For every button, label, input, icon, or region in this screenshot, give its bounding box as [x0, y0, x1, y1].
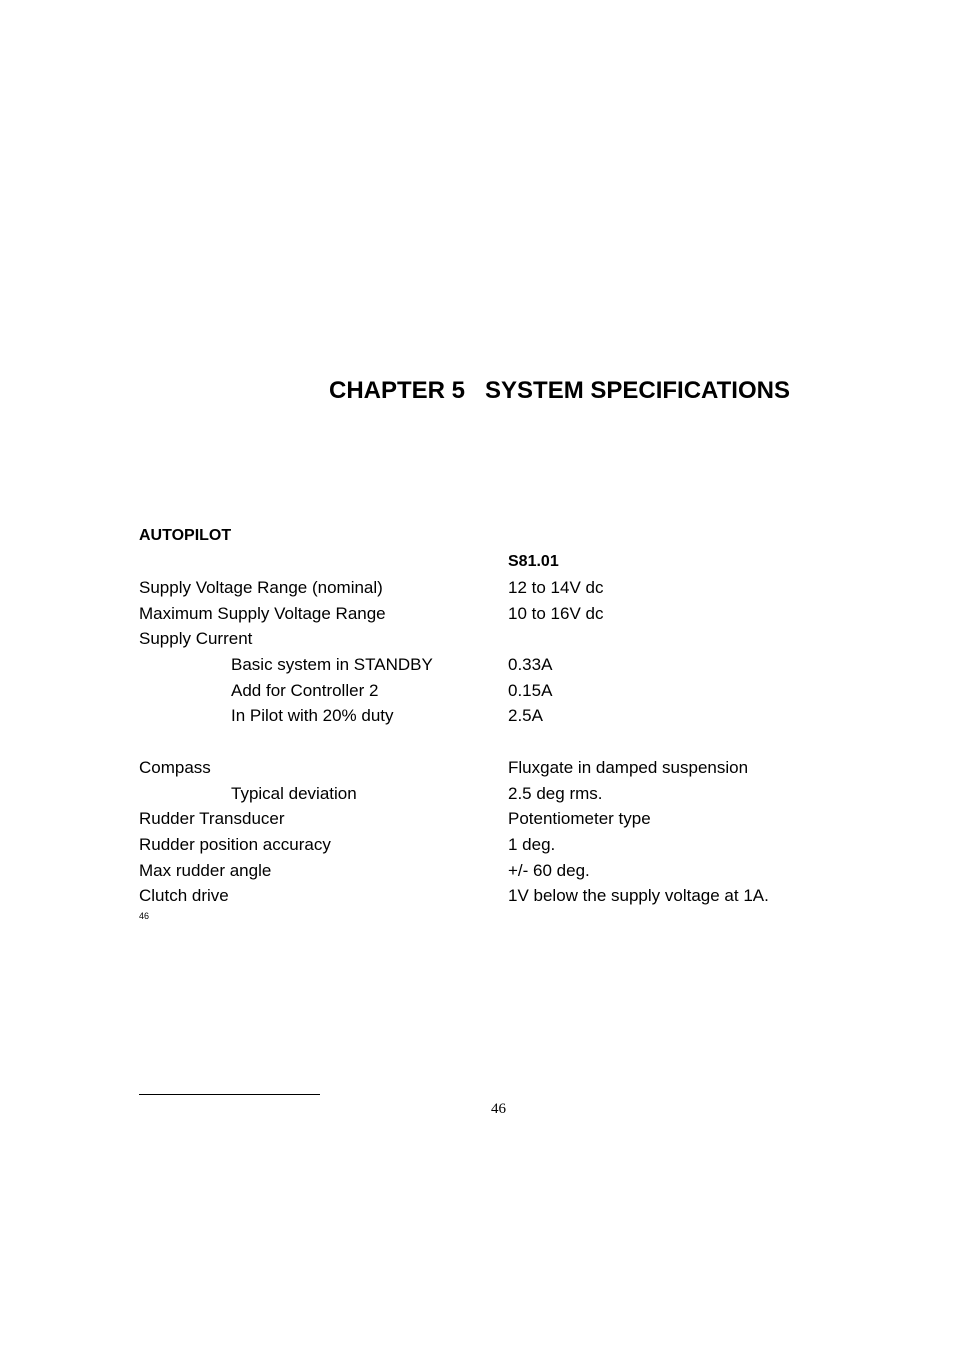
- spec-row: [139, 860, 819, 886]
- spec-row: [139, 808, 819, 834]
- spec-label: Supply Current: [139, 629, 253, 649]
- spec-value: Fluxgate in damped suspension: [508, 757, 749, 777]
- spec-label: Clutch drive: [139, 886, 229, 906]
- spec-label: Rudder position accuracy: [139, 834, 331, 854]
- small-note: 46: [139, 911, 150, 921]
- spec-label: Supply Voltage Range (nominal): [139, 578, 383, 597]
- spec-value: +/- 60 deg.: [508, 860, 590, 880]
- spec-row: [139, 577, 819, 603]
- model-label: S81.01: [508, 553, 559, 570]
- spec-row: [139, 680, 819, 706]
- spec-row: [139, 628, 819, 654]
- spec-value: 2.5 deg rms.: [508, 783, 603, 803]
- spec-value: 12 to 14V dc: [508, 578, 604, 597]
- spec-label: Rudder Transducer: [139, 809, 285, 829]
- spec-row: [139, 603, 819, 629]
- spec-label: Basic system in STANDBY: [231, 655, 433, 675]
- page-number: 46: [491, 1101, 506, 1117]
- spec-value: 1 deg.: [508, 834, 556, 854]
- spec-label: Compass: [139, 757, 211, 777]
- spec-row: [139, 783, 819, 809]
- spec-label: Typical deviation: [231, 783, 357, 803]
- section-heading: AUTOPILOT: [139, 527, 232, 544]
- spec-label: Add for Controller 2: [231, 680, 379, 700]
- spec-row: [139, 885, 819, 911]
- spec-value: 0.15A: [508, 680, 553, 700]
- spec-label: Max rudder angle: [139, 860, 272, 880]
- spec-row: [139, 654, 819, 680]
- spec-label: In Pilot with 20% duty: [231, 706, 394, 726]
- spec-value: 0.33A: [508, 655, 553, 675]
- spec-label: Maximum Supply Voltage Range: [139, 603, 386, 623]
- spec-value: Potentiometer type: [508, 809, 651, 829]
- spec-value: 2.5A: [508, 706, 543, 726]
- spec-value: 10 to 16V dc: [508, 603, 604, 623]
- footnote-rule: [139, 1094, 320, 1095]
- spec-value: 1V below the supply voltage at 1A.: [508, 886, 769, 906]
- spec-table: [139, 577, 819, 911]
- chapter-title: CHAPTER 5 SYSTEM SPECIFICATIONS: [329, 377, 790, 404]
- spec-row: [139, 705, 819, 731]
- spec-row: [139, 757, 819, 783]
- spec-row: [139, 731, 819, 757]
- spec-row: [139, 834, 819, 860]
